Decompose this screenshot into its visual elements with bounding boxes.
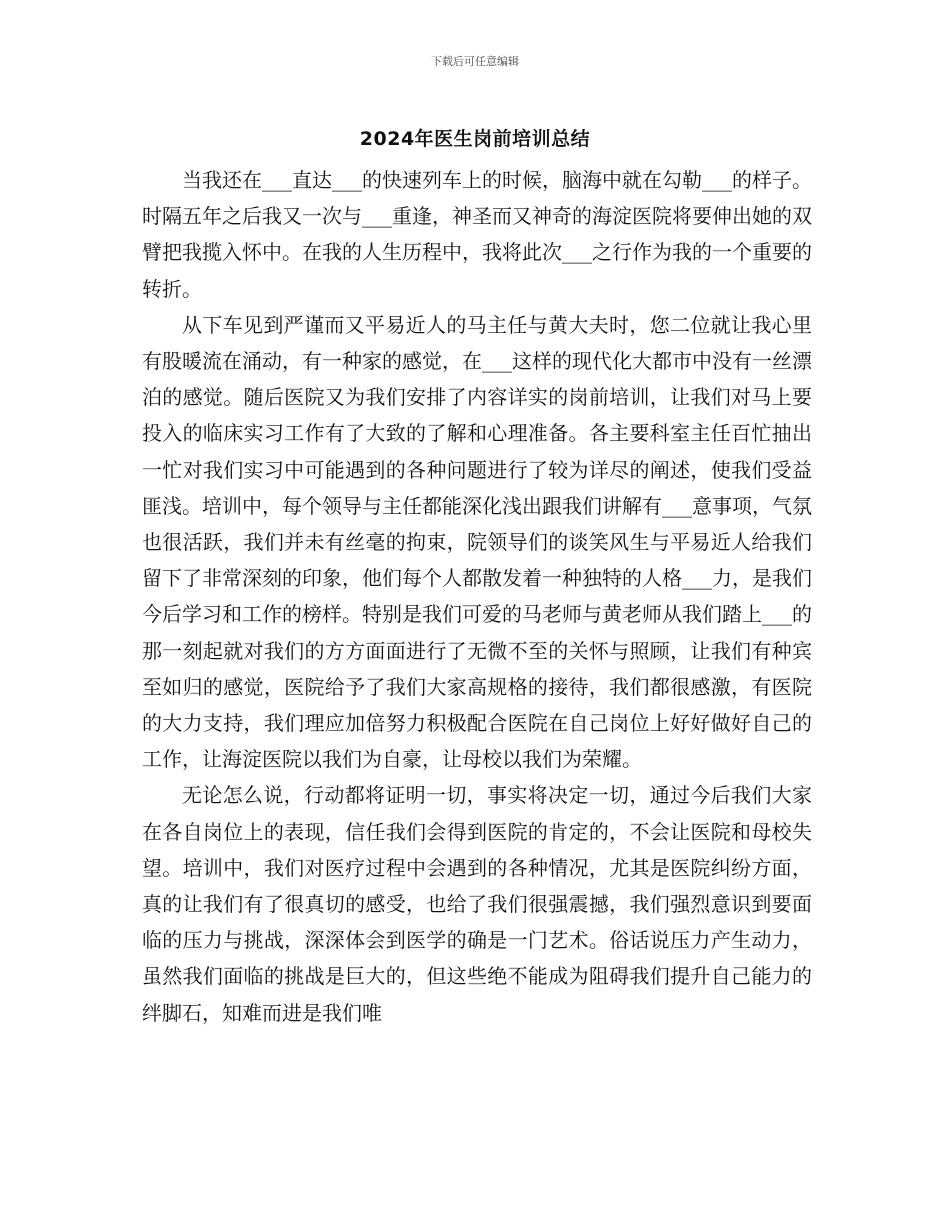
document-title: 2024年医生岗前培训总结 <box>359 128 591 150</box>
paragraph-1: 当我还在___直达___的快速列车上的时候，脑海中就在勾勒___的样子。时隔五年之后我又一次与___重逢，神圣而又神奇的海淀医院将要伸出她的双臂把我揽入怀中。在我的人生历程中，我将此次___之行作为我的一个重要的转折。 <box>142 168 812 301</box>
header-note: 下载后可任意编辑 <box>431 55 519 68</box>
paragraph-2: 从下车见到严谨而又平易近人的马主任与黄大夫时，您二位就让我心里有股暖流在涌动，有一种家的感觉，在___这样的现代化大都市中没有一丝漂泊的感觉。随后医院又为我们安排了内容详实的岗前培训，让我们对马上要投入的临床实习工作有了大致的了解和心理准备。各主要科室主任百忙抽出一忙对我们实习中可能遇到的各种问题进行了较为详尽的阐述，使我们受益匪浅。培训中，每个领导与主任都能深化浅出跟我们讲解有___意事项，气氛也很活跃，我们并未有丝毫的拘束，院领导们的谈笑风生与平易近人给我们留下了非常深刻的印象，他们每个人都散发着一种独特的人格___力，是我们今后学习和工作的榜样。特别是我们可爱的马老师与黄老师从我们踏上___的那一刻起就对我们的方方面面进行了无微不至的关怀与照顾，让我们有种宾至如归的感觉，医院给予了我们大家高规格的接待，我们都很感激，有医院的大力支持，我们理应加倍努力积极配合医院在自己岗位上好好做好自己的工作，让海淀医院以我们为自豪，让母校以我们为荣耀。 <box>142 312 812 772</box>
document-body <box>142 162 812 1031</box>
paragraph-3: 无论怎么说，行动都将证明一切，事实将决定一切，通过今后我们大家在各自岗位上的表现，信任我们会得到医院的肯定的，不会让医院和母校失望。培训中，我们对医疗过程中会遇到的各种情况，尤其是医院纠纷方面，真的让我们有了很真切的感受，也给了我们很强震撼，我们强烈意识到要面临的压力与挑战，深深体会到医学的确是一门艺术。俗话说压力产生动力，虽然我们面临的挑战是巨大的，但这些绝不能成为阻碍我们提升自己能力的绊脚石，知难而进是我们唯 <box>142 783 812 1025</box>
